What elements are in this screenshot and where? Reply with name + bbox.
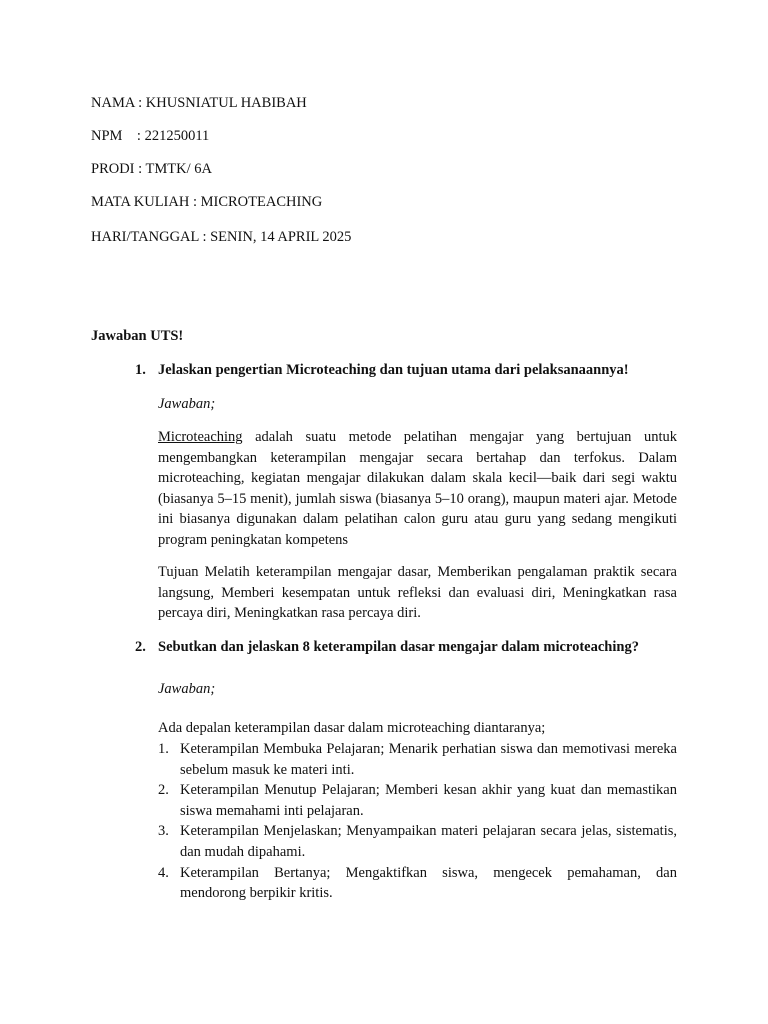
- question-number: 1.: [135, 362, 146, 378]
- paragraph-text: adalah suatu metode pelatihan mengajar yang bertujuan untuk mengembangkan keterampilan mengajar secara bertahap dan terfokus. Dalam microteaching, kegiatan mengajar dilakukan dalam skala kecil—baik dari segi waktu (biasanya 5–15 menit), jumlah siswa (biasanya 5–10 orang), maupun materi ajar. Metode ini biasanya digunakan dalam pelatihan calon guru atau guru yang sedang mengikuti program peningkatan kompetens: [158, 429, 677, 548]
- question-text: Sebutkan dan jelaskan 8 keterampilan dasar mengajar dalam microteaching?: [158, 639, 639, 655]
- header-hari-tanggal: HARI/TANGGAL : SENIN, 14 APRIL 2025: [91, 229, 352, 245]
- section-title: Jawaban UTS!: [91, 328, 184, 344]
- list-item: [158, 739, 677, 780]
- list-item-text: Keterampilan Menutup Pelajaran; Memberi kesan akhir yang kuat dan memastikan siswa memahami inti pelajaran.: [180, 782, 677, 819]
- answer-label-2: Jawaban;: [158, 681, 216, 697]
- answer-1-paragraph-2: Tujuan Melatih keterampilan mengajar dasar, Memberikan pengalaman praktik secara langsung, Memberi kesempatan untuk refleksi dan evaluasi diri, Meningkatkan rasa percaya diri, Meningkatkan rasa percaya diri.: [158, 564, 677, 622]
- list-item-text: Keterampilan Menjelaskan; Menyampaikan materi pelajaran secara jelas, sistematis, dan mudah dipahami.: [180, 823, 677, 860]
- list-item-number: 2.: [158, 782, 169, 799]
- question-number: 2.: [135, 639, 146, 655]
- question-2: [135, 638, 695, 656]
- list-item: [158, 780, 677, 821]
- list-item: [158, 821, 677, 862]
- header-nama: NAMA : KHUSNIATUL HABIBAH: [91, 95, 307, 111]
- header-prodi: PRODI : TMTK/ 6A: [91, 161, 212, 177]
- header-mata-kuliah: MATA KULIAH : MICROTEACHING: [91, 194, 323, 210]
- list-item: [158, 863, 677, 904]
- list-item-number: 1.: [158, 741, 169, 757]
- list-item-number: 3.: [158, 823, 169, 840]
- answer-2-intro: Ada depalan keterampilan dasar dalam microteaching diantaranya;: [158, 720, 546, 736]
- skills-list: [158, 739, 677, 904]
- answer-1-paragraph-1: [158, 427, 677, 551]
- question-1: [135, 361, 695, 379]
- term-microteaching: Microteaching: [158, 429, 243, 445]
- header-npm: NPM : 221250011: [91, 128, 210, 144]
- list-item-number: 4.: [158, 864, 169, 881]
- list-item-text: Keterampilan Membuka Pelajaran; Menarik perhatian siswa dan memotivasi mereka sebelum masuk ke materi inti.: [180, 741, 677, 778]
- list-item-text: Keterampilan Bertanya; Mengaktifkan siswa, mengecek pemahaman, dan mendorong berpikir kritis.: [180, 864, 677, 902]
- answer-label-1: Jawaban;: [158, 396, 216, 412]
- question-text: Jelaskan pengertian Microteaching dan tujuan utama dari pelaksanaannya!: [158, 362, 629, 378]
